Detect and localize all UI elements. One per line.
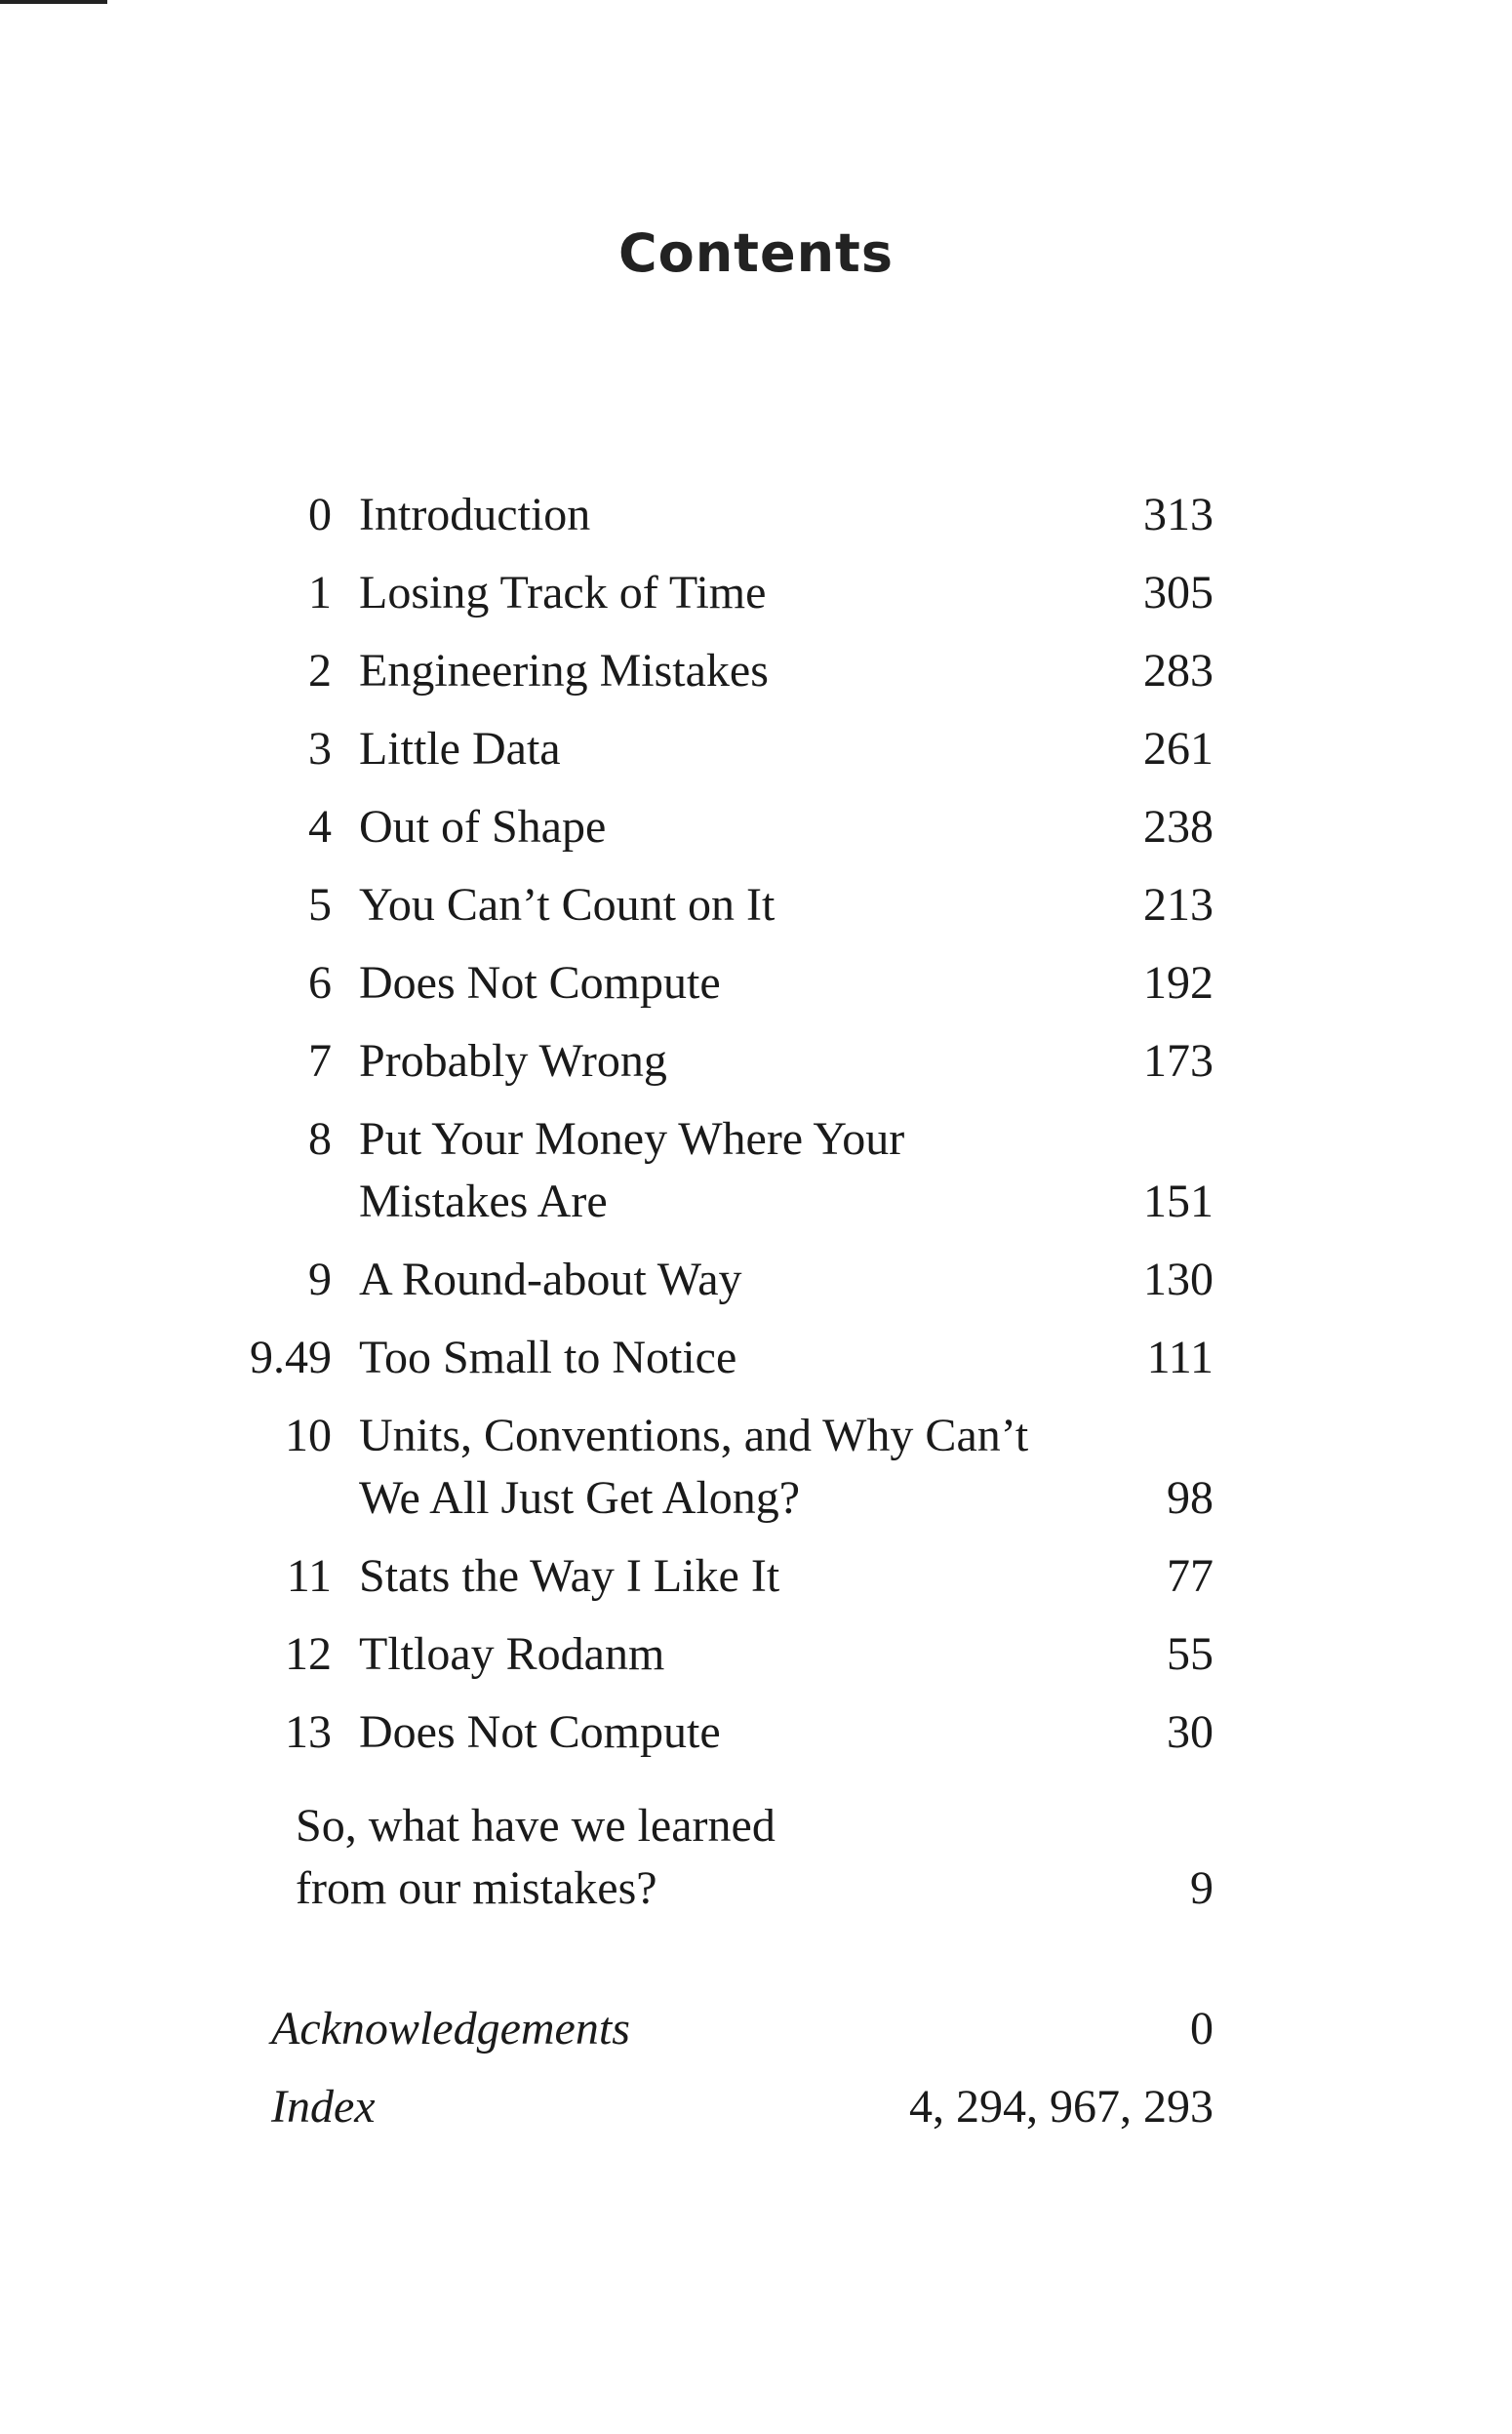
page-number: 283	[1143, 645, 1214, 697]
chapter-number: 5	[308, 879, 332, 931]
chapter-number: 10	[285, 1410, 332, 1461]
page-number: 313	[1143, 489, 1214, 540]
chapter-title: Put Your Money Where Your Mistakes Are	[359, 1113, 905, 1227]
chapter-number: 13	[285, 1706, 332, 1758]
chapter-title: Does Not Compute	[359, 957, 721, 1009]
chapter-number: 8	[308, 1113, 332, 1165]
page-title: Contents	[617, 222, 894, 284]
chapter-number: 1	[308, 567, 332, 618]
chapter-title: Out of Shape	[359, 801, 607, 853]
chapter-number: 3	[308, 723, 332, 775]
chapter-number: 0	[308, 489, 332, 540]
chapter-number: 2	[308, 645, 332, 697]
chapter-title: Stats the Way I Like It	[359, 1550, 780, 1602]
chapter-number: 9.49	[250, 1332, 332, 1383]
page-number: 305	[1143, 567, 1214, 618]
page-number: 192	[1143, 957, 1214, 1009]
chapter-number: 12	[285, 1628, 332, 1680]
page-number: 151	[1143, 1176, 1214, 1227]
page-number: 130	[1143, 1254, 1214, 1305]
page-number: 173	[1143, 1035, 1214, 1087]
page-number: 30	[1167, 1706, 1214, 1758]
chapter-title: You Can’t Count on It	[359, 879, 776, 931]
closing-title: So, what have we learned from our mistakes?	[296, 1800, 776, 1914]
page-number: 111	[1146, 1332, 1214, 1383]
chapter-title: Engineering Mistakes	[359, 645, 769, 697]
page-number: 9	[1190, 1862, 1214, 1914]
chapter-title: Too Small to Notice	[359, 1332, 737, 1383]
chapter-number: 11	[286, 1550, 332, 1602]
chapter-title: Losing Track of Time	[359, 567, 767, 618]
chapter-title: A Round-about Way	[359, 1254, 742, 1305]
chapter-number: 9	[308, 1254, 332, 1305]
chapter-number: 4	[308, 801, 332, 853]
chapter-title: Probably Wrong	[359, 1035, 667, 1087]
backmatter-title: Acknowledgements	[271, 2003, 630, 2055]
page-number: 98	[1167, 1472, 1214, 1524]
chapter-title: Tltloay Rodanm	[359, 1628, 665, 1680]
page-number: 238	[1143, 801, 1214, 853]
page-number: 4, 294, 967, 293	[909, 2081, 1214, 2133]
page-number: 213	[1143, 879, 1214, 931]
page-number: 261	[1143, 723, 1214, 775]
chapter-title: Does Not Compute	[359, 1706, 721, 1758]
backmatter-title: Index	[271, 2081, 376, 2133]
chapter-title: Introduction	[359, 489, 591, 540]
page-number: 55	[1167, 1628, 1214, 1680]
chapter-number: 6	[308, 957, 332, 1009]
page-number: 0	[1190, 2003, 1214, 2055]
page-number: 77	[1167, 1550, 1214, 1602]
chapter-number: 7	[308, 1035, 332, 1087]
chapter-title: Little Data	[359, 723, 561, 775]
chapter-title: Units, Conventions, and Why Can’t We All Just Get Along?	[359, 1410, 1029, 1524]
scan-edge-mark	[0, 0, 107, 4]
